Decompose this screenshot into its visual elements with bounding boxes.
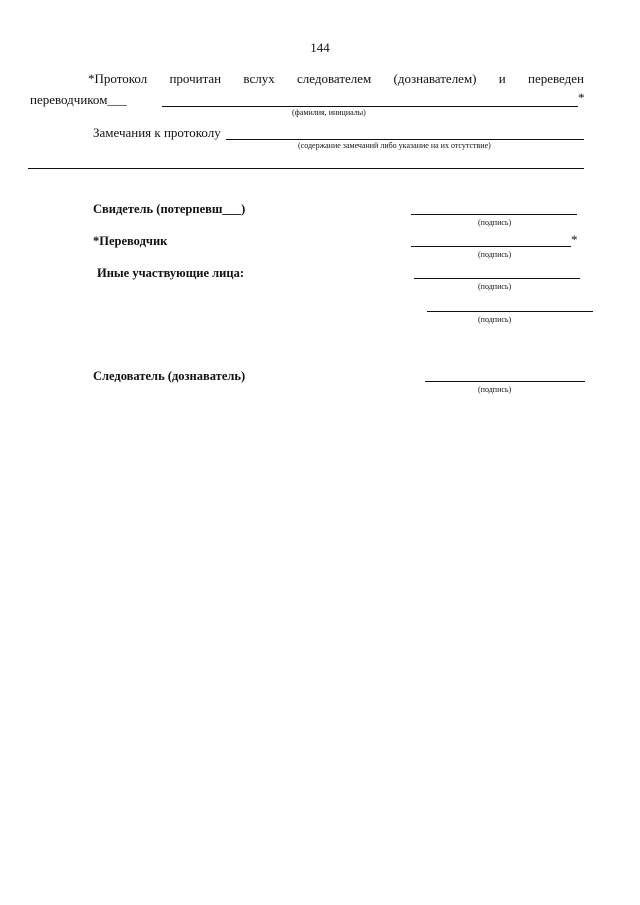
witness-signature-caption: (подпись) bbox=[478, 218, 512, 227]
witness-signature-field[interactable] bbox=[411, 214, 577, 215]
word-inquirer: (дознавателем) bbox=[393, 71, 477, 86]
word-protocol: *Протокол bbox=[88, 71, 148, 86]
other-participant-signature-field-2[interactable] bbox=[427, 311, 593, 312]
remarks-caption: (содержание замечаний либо указание на их отсутствие) bbox=[298, 141, 491, 150]
translator-short-blank: ___ bbox=[107, 92, 127, 107]
translator-name-caption: (фамилия, инициалы) bbox=[292, 108, 366, 117]
remarks-continuation-line[interactable] bbox=[28, 168, 584, 169]
translator-signature-label: *Переводчик bbox=[93, 234, 168, 248]
word-and: и bbox=[498, 71, 506, 86]
investigator-signature-caption: (подпись) bbox=[478, 385, 512, 394]
other-participant-signature-caption-2: (подпись) bbox=[478, 315, 512, 324]
word-translated: переведен bbox=[527, 71, 584, 86]
translator-signature-field[interactable] bbox=[411, 246, 571, 247]
page-number: 144 bbox=[310, 40, 330, 55]
other-participant-signature-field-1[interactable] bbox=[414, 278, 580, 279]
other-participant-signature-caption-1: (подпись) bbox=[478, 282, 512, 291]
word-investigator: следователем bbox=[296, 71, 372, 86]
translator-signature-asterisk: * bbox=[571, 232, 578, 247]
word-aloud: вслух bbox=[243, 71, 275, 86]
investigator-signature-field[interactable] bbox=[425, 381, 585, 382]
translator-asterisk: * bbox=[578, 90, 585, 105]
other-participants-label: Иные участвующие лица: bbox=[97, 266, 244, 280]
witness-label: Свидетель (потерпевш___) bbox=[93, 202, 246, 216]
translator-prefix: переводчиком___ bbox=[30, 92, 127, 107]
word-read: прочитан bbox=[169, 71, 222, 86]
translator-signature-caption: (подпись) bbox=[478, 250, 512, 259]
protocol-read-sentence bbox=[88, 71, 584, 87]
translator-name-field[interactable] bbox=[162, 106, 578, 107]
remarks-label: Замечания к протоколу bbox=[93, 125, 221, 140]
remarks-field[interactable] bbox=[226, 139, 584, 140]
investigator-label: Следователь (дознаватель) bbox=[93, 369, 246, 383]
